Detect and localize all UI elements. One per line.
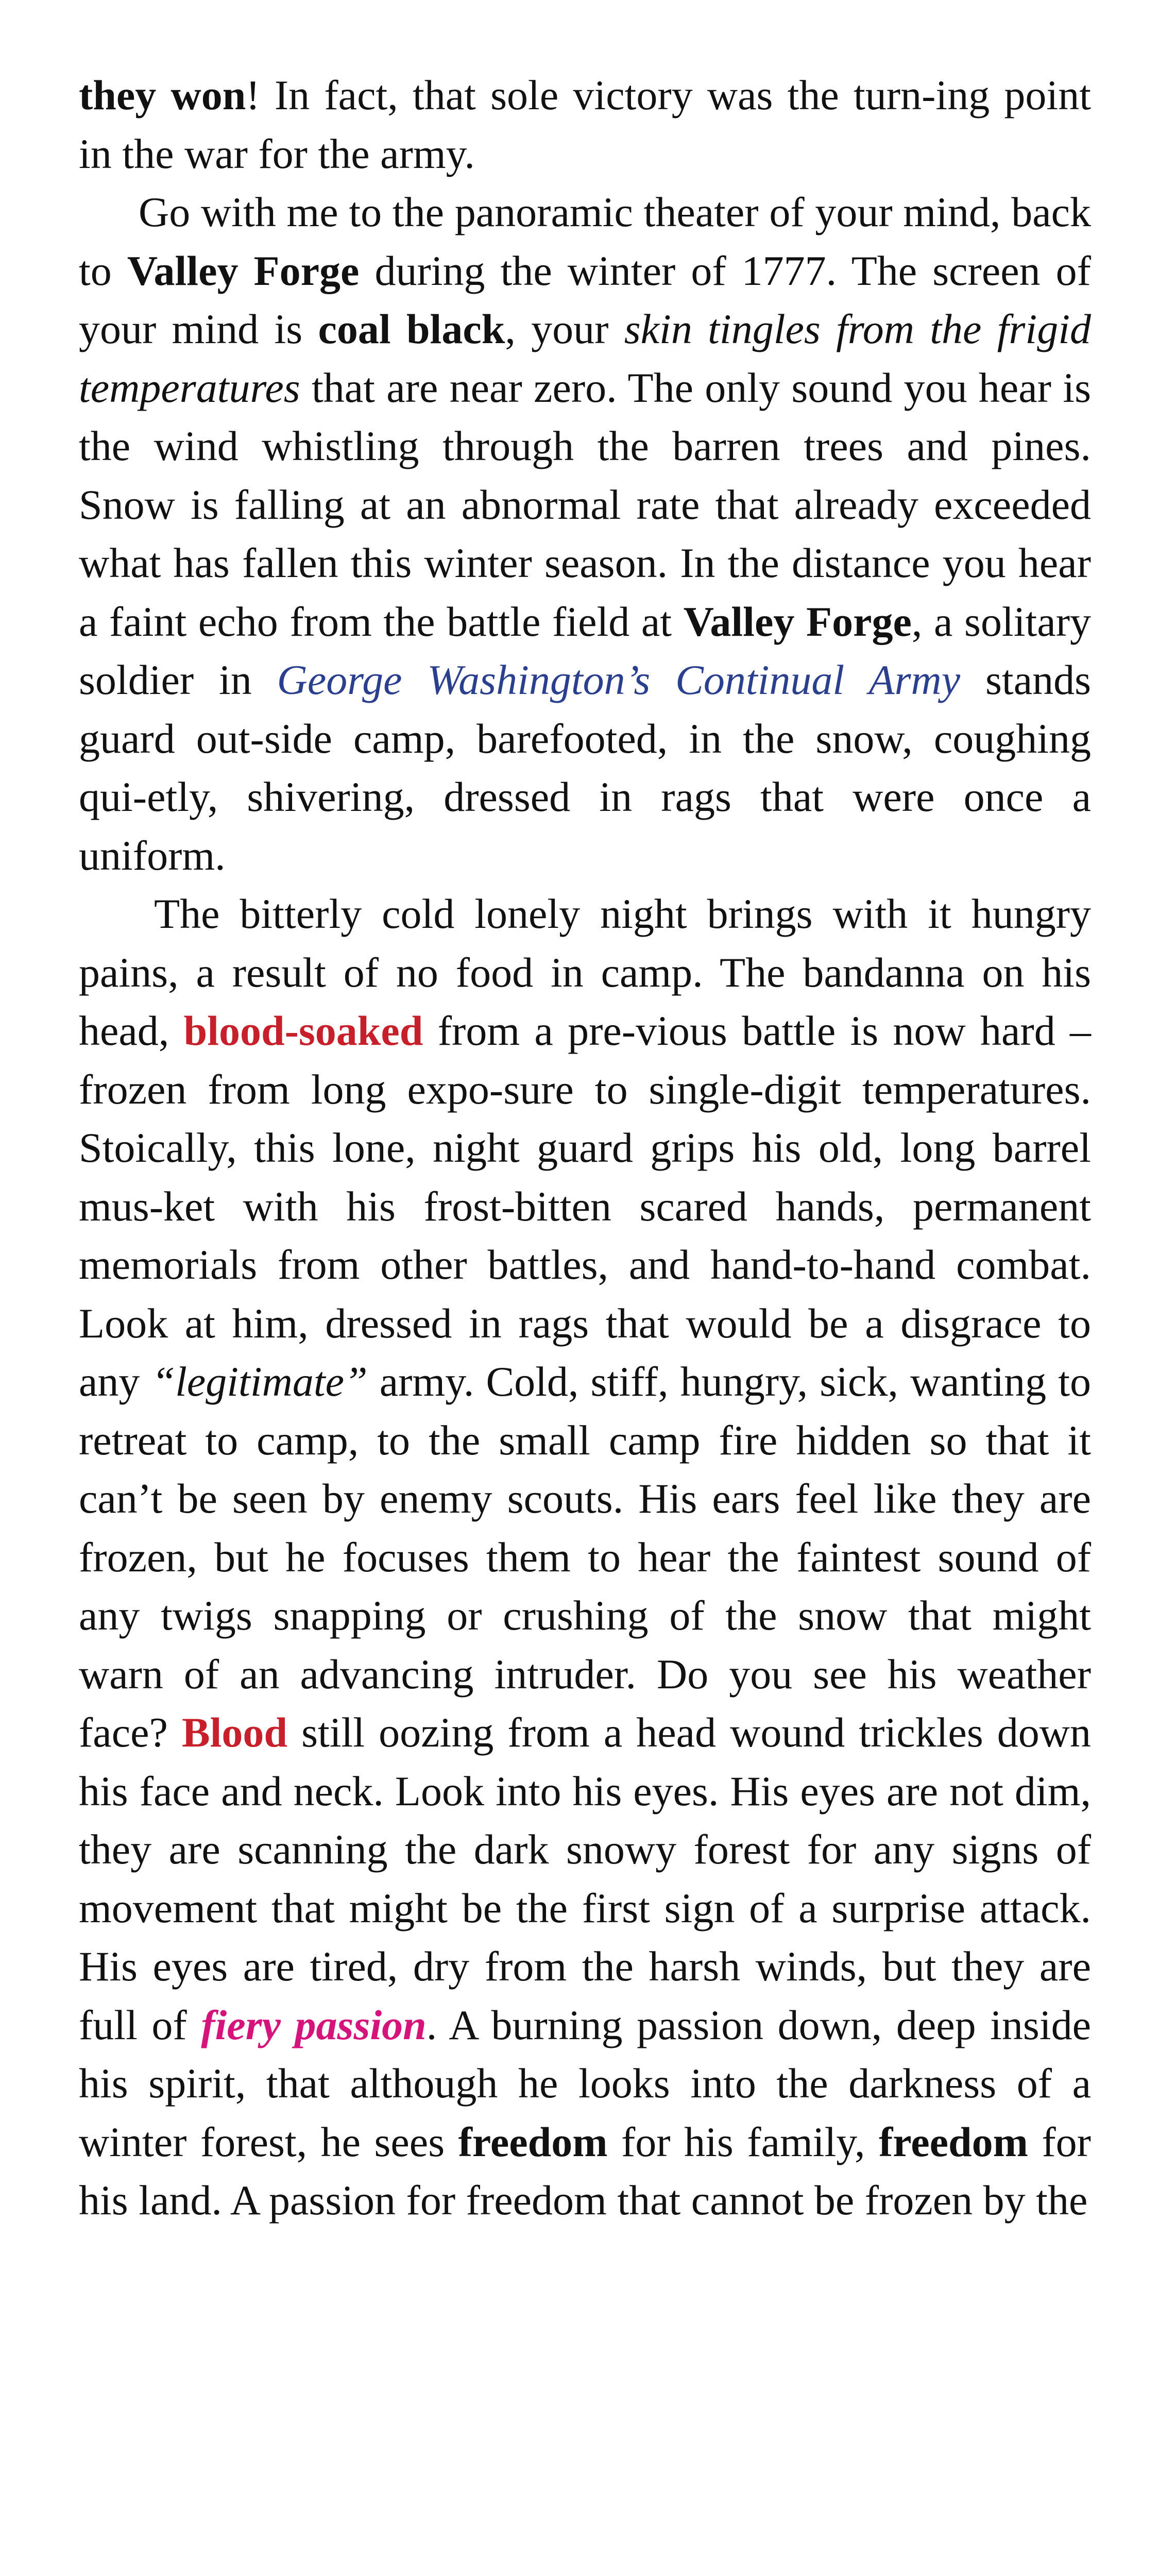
paragraph-victory xyxy=(79,66,1091,183)
body-text: from a pre-vious battle is now hard – frozen from long expo-sure to single-digit temperatures. Stoically, this lone, night guard grips his old, long barrel mus-ket with his frost-bitten scared hands, permanent memorials from other battles, and hand-to-hand combat. Look at him, dressed in rags that would be a disgrace to any xyxy=(79,1007,1091,1405)
paragraph-valley-forge xyxy=(79,183,1091,885)
emphasis-blue-text: George Washington’s Continual Army xyxy=(277,656,961,703)
body-text: army. Cold, stiff, hungry, sick, wanting to retreat to camp, to the small camp fire hidden so that it can’t be seen by enemy scouts. His ears feel like they are frozen, but he focuses them to hear the faintest sound of any twigs snapping or crushing of the snow that might warn of an advancing intruder. Do you see his weather face? xyxy=(79,1358,1091,1756)
body-text: for his land. A passion for freedom that cannot be frozen by the xyxy=(79,2118,1091,2224)
emphasis-red-text: blood-soaked xyxy=(183,1007,423,1054)
body-text: , a solitary soldier in xyxy=(79,598,1092,703)
emphasis-magenta-text: fiery passion xyxy=(201,2001,427,2048)
emphasis-i-text: skin tingles from the frigid temperatures xyxy=(79,306,1091,411)
body-text: ! In fact, that sole victory was the turn-ing point in the war for the army. xyxy=(79,72,1091,177)
emphasis-b-text: they won xyxy=(79,72,246,118)
emphasis-b-text: Valley Forge xyxy=(127,247,360,294)
body-text: for his family, xyxy=(607,2118,879,2165)
book-page xyxy=(79,66,1091,2230)
body-text: during the winter of 1777. The screen of your mind is xyxy=(79,247,1091,352)
emphasis-b-text: freedom xyxy=(878,2118,1028,2165)
body-text: The bitterly cold lonely night brings with it hungry pains, a result of no food in camp. The bandanna on his head, xyxy=(79,890,1091,1054)
emphasis-b-text: Valley Forge xyxy=(683,598,912,645)
body-text: stands guard out-side camp, barefooted, in the snow, coughing qui-etly, shivering, dressed in rags that were once a uniform. xyxy=(79,656,1092,879)
body-text: Go with me to the panoramic theater of your mind, back to xyxy=(79,189,1091,294)
body-text: that are near zero. The only sound you hear is the wind whistling through the barren trees and pines. Snow is falling at an abnormal rate that already exceeded what has fallen this winter season. In the distance you hear a faint echo from the battle field at xyxy=(79,364,1091,645)
body-text: still oozing from a head wound trickles down his face and neck. Look into his eyes. His eyes are not dim, they are scanning the dark snowy forest for any signs of movement that might be the first sign of a surprise attack. His eyes are tired, dry from the harsh winds, but they are full of xyxy=(79,1709,1091,2048)
body-text: , your xyxy=(505,306,624,352)
body-text: . A burning passion down, deep inside his spirit, that although he looks into the darkness of a winter forest, he sees xyxy=(79,2001,1092,2165)
emphasis-b-text: coal black xyxy=(318,306,505,352)
paragraph-night-guard xyxy=(79,885,1091,2230)
emphasis-red-text: Blood xyxy=(181,1709,288,1756)
emphasis-i-text: “legitimate” xyxy=(151,1358,368,1405)
emphasis-b-text: freedom xyxy=(458,2118,608,2165)
